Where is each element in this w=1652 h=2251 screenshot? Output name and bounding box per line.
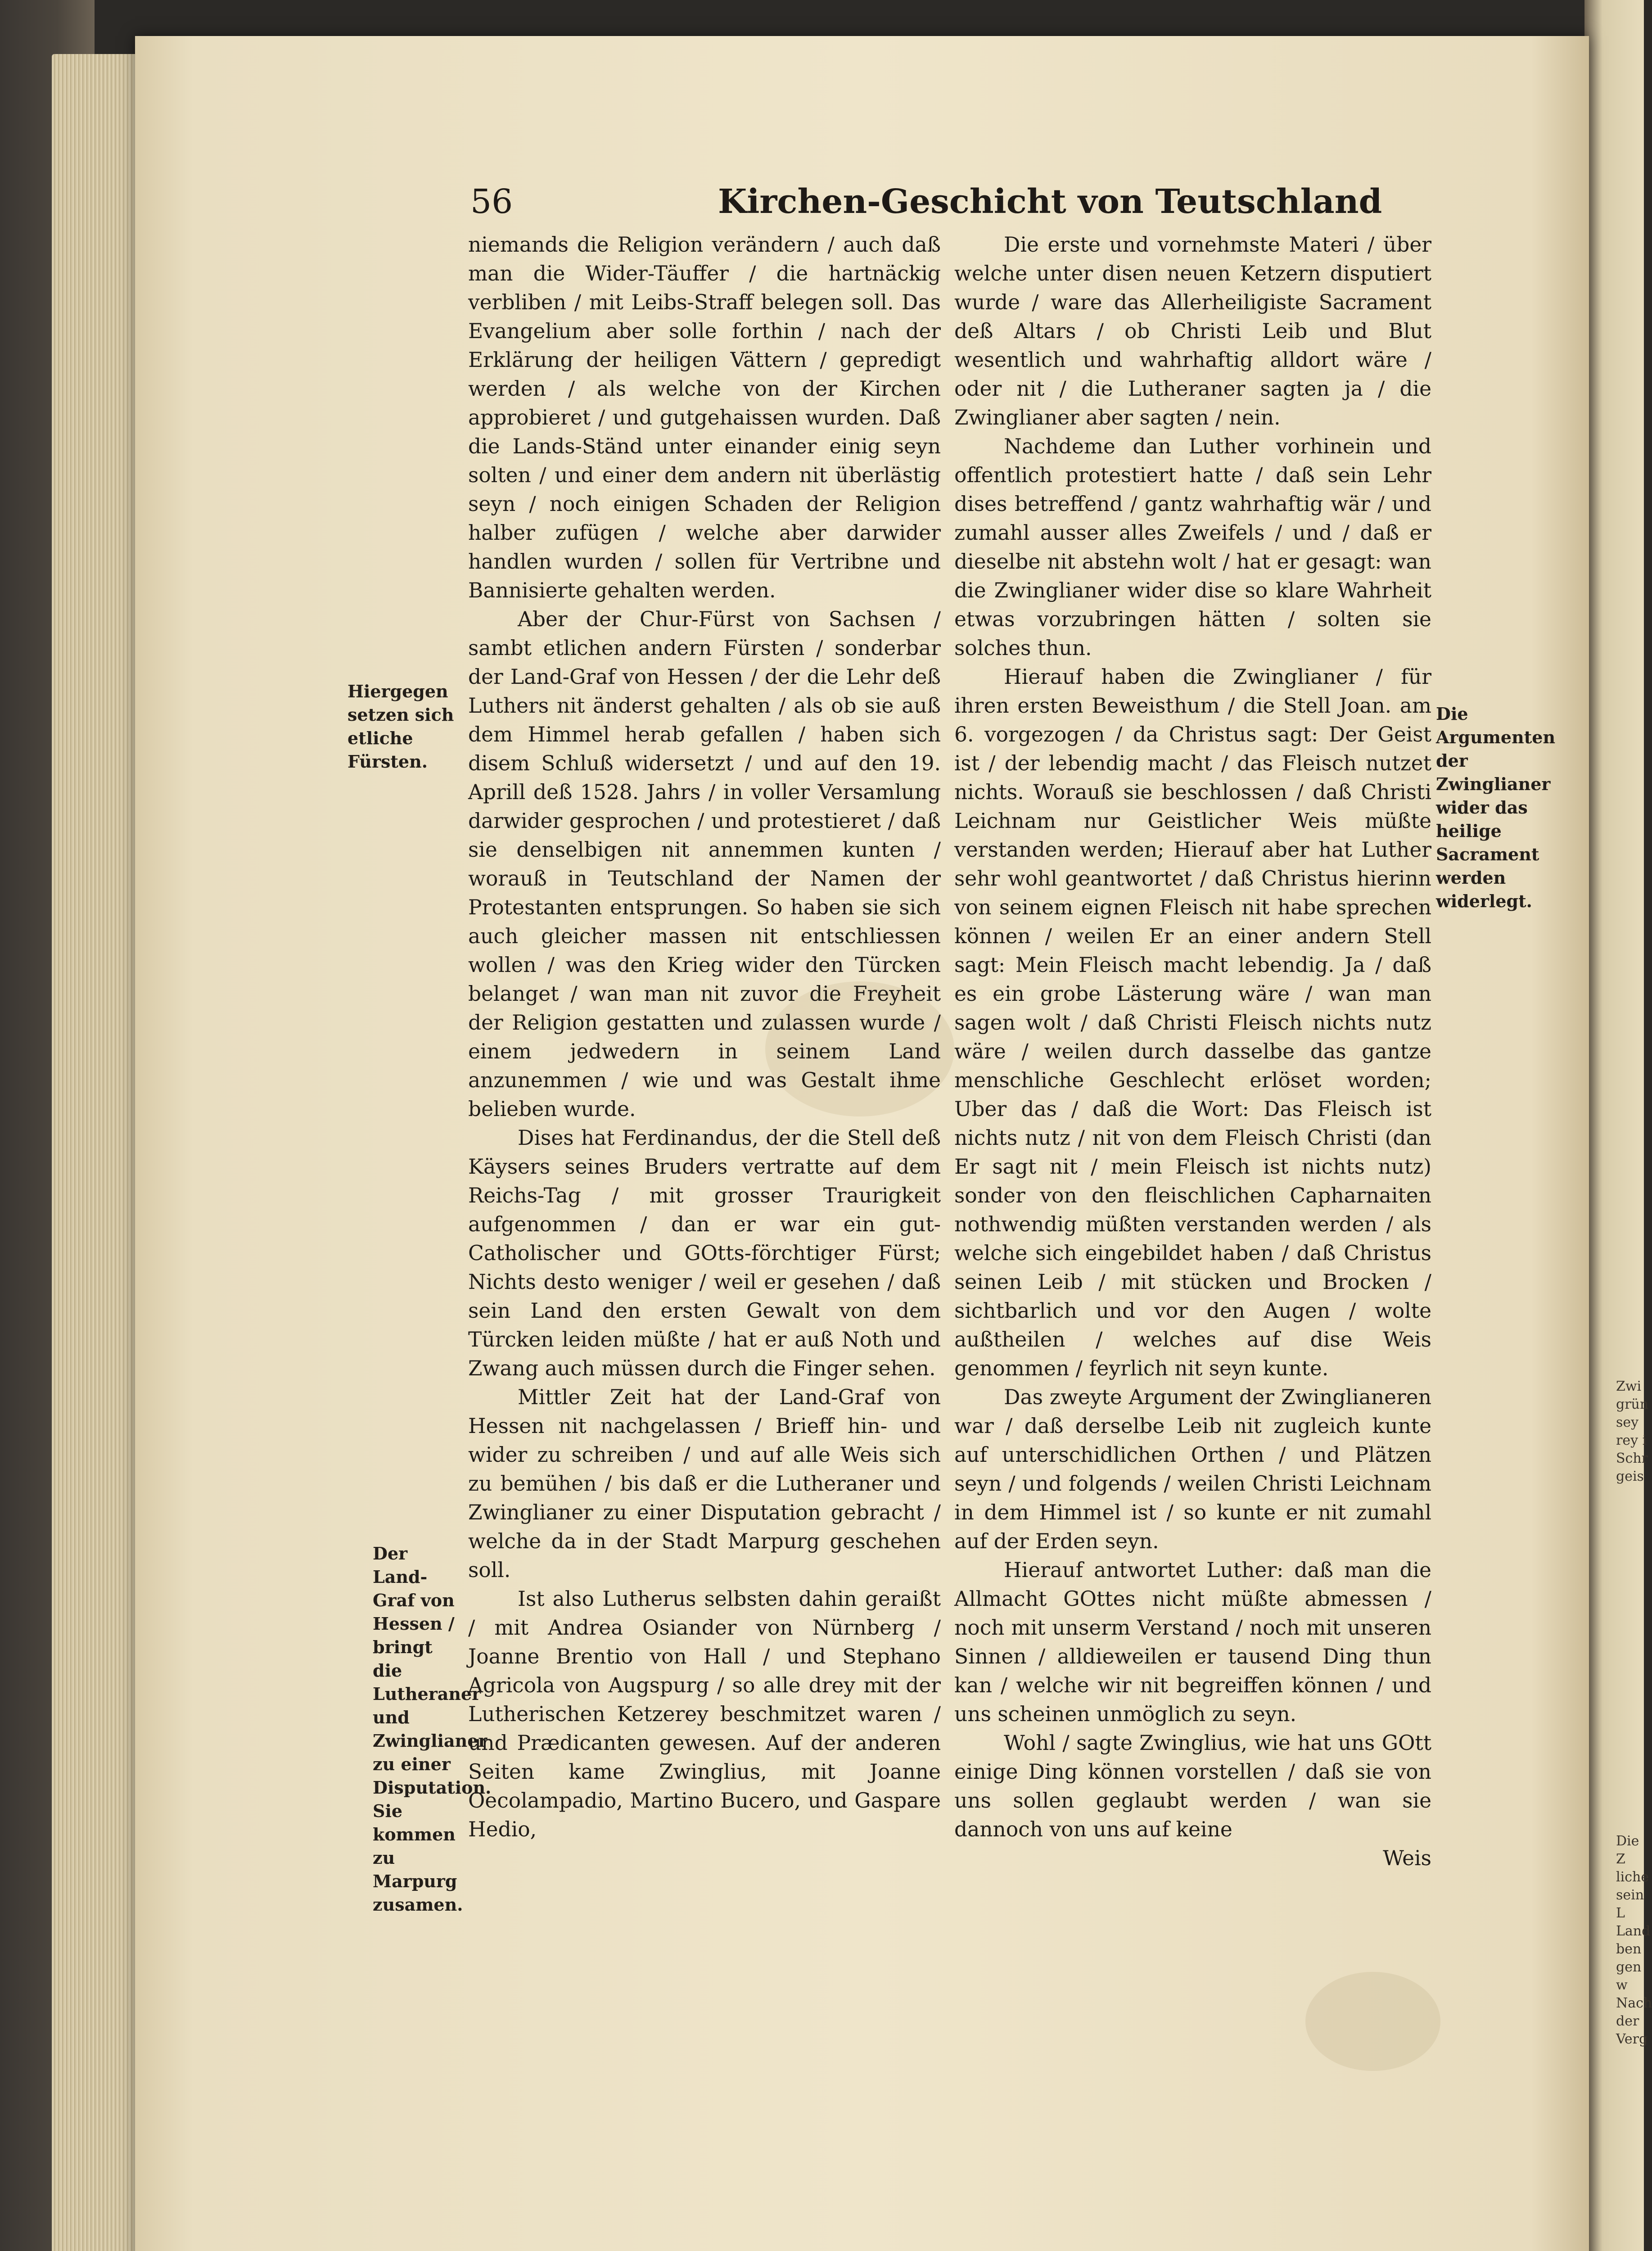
paragraph: Hierauf haben die Zwinglianer / für ihren ersten Beweisthum / die Stell Joan. am 6. vorgezogen / da Christus sagt: Der Geist ist / der lebendig macht / das Fleisch nutzet nichts. Worauß sie beschlossen / daß Christi Leichnam nur Geistlicher Weis müßte verstanden werden; Hierauf aber hat Luther sehr wohl geantwortet / daß Christus hierinn von seinem eignen Fleisch nit habe sprechen können / weilen Er an einer andern Stell sagt: Mein Fleisch macht lebendig. Ja / daß es ein grobe Lästerung wäre / wan man sagen wolt / daß Christi Fleisch nichts nutz wäre / weilen durch dasselbe das gantze menschliche Geschlecht erlöset worden; Uber das / daß die Wort: Das Fleisch ist nichts nutz / nit von dem Fleisch Christi (dan Er sagt nit / mein Fleisch ist nichts nutz) sonder von den fleischlichen Capharnaiten nothwendig müßten verstanden werden / als welche sich eingebildet haben / daß Christus seinen Leib / mit stücken und Brocken / sichtbarlich und vor den Augen / wolte außtheilen / welches auf dise Weis genommen / feyrlich nit seyn kunte. (954, 665, 1431, 1380)
facing-page-text: Die Z liche sein L Land ben gen w Nach der Verg (1616, 1833, 1652, 2047)
right-text-column (954, 231, 1431, 1873)
paragraph: Mittler Zeit hat der Land-Graf von Hessen nit nachgelassen / Brieff hin- und wider zu schreiben / und auf alle Weis sich zu bemühen / bis daß er die Lutheraner und Zwinglianer zu einer Disputation gebracht / welche da in der Stadt Marpurg geschehen soll. (468, 1385, 941, 1582)
paragraph: Ist also Lutherus selbsten dahin geraißt / mit Andrea Osiander von Nürnberg / Joanne Brentio von Hall / und Stephano Agricola von Augspurg / so alle drey mit der Lutherischen Ketzerey beschmitzet waren / und Prædicanten gewesen. Auf der anderen Seiten kame Zwinglius, mit Joanne Oecolampadio, Martino Bucero, und Gaspare Hedio, (468, 1587, 941, 1841)
paragraph: niemands die Religion verändern / auch daß man die Wider-Täuffer / die hartnäckig verbliben / mit Leibs-Straff belegen soll. Das Evangelium aber solle forthin / nach der Erklärung der heiligen Vättern / gepredigt werden / als welche von der Kirchen approbieret / und gutgehaissen wurden. Daß die Lands-Ständ unter einander einig seyn solten / und einer dem andern nit überlästig seyn / noch einigen Schaden der Religion halber zufügen / welche aber darwider handlen wurden / sollen für Vertribne und Bannisierte gehalten werden. (468, 233, 941, 602)
facing-page-text: Zwi grün sey rey i Schr geis (1616, 1379, 1649, 1484)
page-header (470, 182, 1382, 232)
catchword: Weis (1383, 1846, 1431, 1870)
page-number: 56 (470, 182, 513, 221)
margin-note-left: Hiergegen setzen sich etliche Fürsten. (348, 681, 454, 772)
margin-note-left: Der Land-Graf von Hessen / bringt die Lutheraner und Zwinglianer zu einer Disputation. Sie kommen zu Marpurg zusamen. (373, 1543, 492, 1915)
paragraph: Wohl / sagte Zwinglius, wie hat uns GOtt einige Ding können vorstellen / daß sie von uns sollen geglaubt werden / wan sie dannoch von uns auf keine (954, 1731, 1431, 1841)
margin-note-right: Die Argumenten der Zwinglianer wider das heilige Sacrament werden widerlegt. (1436, 704, 1556, 911)
paragraph: Das zweyte Argument der Zwinglianeren war / daß derselbe Leib nit zugleich kunte auf unterschidlichen Orthen / und Plätzen seyn / und folgends / weilen Christi Leichnam in dem Himmel ist / so kunte er nit zumahl auf der Erden seyn. (954, 1385, 1431, 1553)
left-text-column (468, 231, 941, 1844)
paragraph: Dises hat Ferdinandus, der die Stell deß Käysers seines Bruders vertratte auf dem Reichs-Tag / mit grosser Traurigkeit aufgenommen / dan er war ein gut-Catholischer und GOtts-förchtiger Fürst; Nichts desto weniger / weil er gesehen / daß sein Land den ersten Gewalt von dem Türcken leiden müßte / hat er auß Noth und Zwang auch müssen durch die Finger sehen. (468, 1126, 941, 1380)
running-title: Kirchen-Geschicht von Teutschland (718, 182, 1382, 221)
paragraph: Hierauf antwortet Luther: daß man die Allmacht GOttes nicht müßte abmessen / noch mit unserm Verstand / noch mit unseren Sinnen / alldieweilen er tausend Ding thun kan / welche wir nit begreiffen können / und uns scheinen unmöglich zu seyn. (954, 1558, 1431, 1726)
paragraph: Nachdeme dan Luther vorhinein und offentlich protestiert hatte / daß sein Lehr dises betreffend / gantz wahrhaftig wär / und zumahl ausser alles Zweifels / und / daß er dieselbe nit abstehn wolt / hat er gesagt: wan die Zwinglianer wider dise so klare Wahrheit etwas vorzubringen hätten / solten sie solches thun. (954, 434, 1431, 660)
paragraph: Die erste und vornehmste Materi / über welche unter disen neuen Ketzern disputiert wurde / ware das Allerheiligiste Sacrament deß Altars / ob Christi Leib und Blut wesentlich und wahrhaftig alldort wäre / oder nit / die Lutheraner sagten ja / die Zwinglianer aber sagten / nein. (954, 233, 1431, 429)
paragraph: Aber der Chur-Fürst von Sachsen / sambt etlichen andern Fürsten / sonderbar der Land-Graf von Hessen / der die Lehr deß Luthers nit änderst gehalten / als ob sie auß dem Himmel herab gefallen / haben sich disem Schluß widersetzt / und auf den 19. Aprill deß 1528. Jahrs / in voller Versamlung darwider gesprochen / und protestieret / daß sie denselbigen nit annemmen kunten / worauß in Teutschland der Namen der Protestanten entsprungen. So haben sie sich auch gleicher massen nit entschliessen wollen / was den Krieg wider den Türcken belanget / wan man nit zuvor die Freyheit der Religion gestatten und zulassen wurde / einem jedwedern in seinem Land anzunemmen / wie und was Gestalt ihme belieben wurde. (468, 607, 941, 1121)
